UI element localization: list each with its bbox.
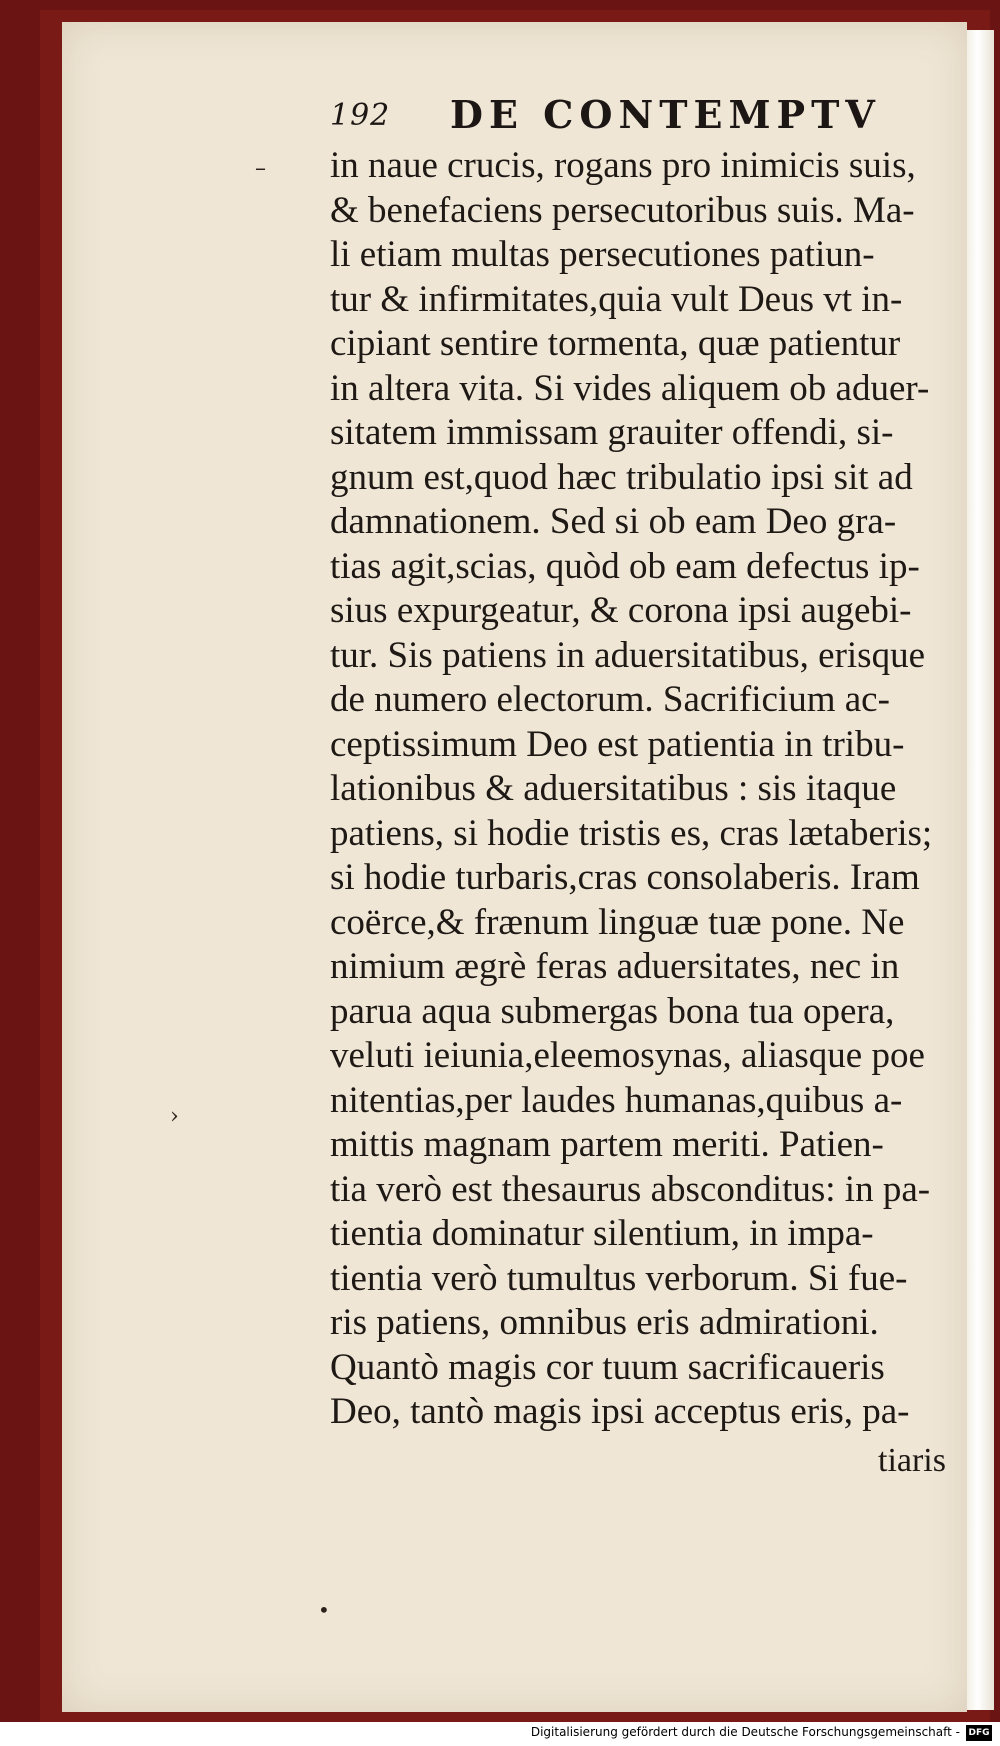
text-line: & benefaciens persecutoribus suis. Ma- <box>330 189 915 231</box>
margin-mark-tick: › <box>170 1104 179 1129</box>
footer-bar <box>0 1722 1000 1746</box>
text-line: tias agit,scias, quòd ob eam defectus ip- <box>330 545 920 587</box>
binding-edge <box>967 30 994 1710</box>
text-line: si hodie turbaris,cras consolaberis. Iram <box>330 857 920 898</box>
catchword: tiaris <box>878 1442 946 1479</box>
text-line: tia verò est thesaurus absconditus: in pa- <box>330 1168 931 1210</box>
text-line: Quantò magis cor tuum sacrificaueris <box>330 1346 885 1388</box>
text-line: sius expurgeatur, & corona ipsi augebi- <box>330 590 912 631</box>
text-line: coërce,& frænum linguæ tuæ pone. Ne <box>330 901 905 943</box>
ink-speck: • <box>318 1598 330 1622</box>
footer-credit: Digitalisierung gefördert durch die Deutsche Forschungsgemeinschaft - <box>530 1725 960 1739</box>
text-line: in naue crucis, rogans pro inimicis suis, <box>330 145 916 186</box>
text-line: tur & infirmitates,quia vult Deus vt in- <box>330 278 903 320</box>
text-line: gnum est,quod hæc tribulatio ipsi sit ad <box>330 456 913 498</box>
text-line: in altera vita. Si vides aliquem ob aduer- <box>330 367 930 409</box>
text-line: lationibus & aduersitatibus : sis itaque <box>330 768 897 809</box>
text-line: ris patiens, omnibus eris admirationi. <box>330 1302 879 1343</box>
text-line: de numero electorum. Sacrificium ac- <box>330 679 890 720</box>
text-line: patiens, si hodie tristis es, cras lætaberis; <box>330 812 933 854</box>
text-line: mittis magnam partem meriti. Patien- <box>330 1124 884 1165</box>
dfg-logo: DFG <box>966 1725 992 1741</box>
text-line: veluti ieiunia,eleemosynas, aliasque poe <box>330 1035 925 1076</box>
text-line: damnationem. Sed si ob eam Deo gra- <box>330 501 897 542</box>
text-line: cipiant sentire tormenta, quæ patientur <box>330 323 901 364</box>
text-line: parua aqua submergas bona tua opera, <box>330 990 895 1032</box>
text-line: nimium ægrè feras aduersitates, nec in <box>330 946 900 987</box>
text-line: tientia dominatur silentium, in impa- <box>330 1213 874 1254</box>
running-head <box>330 92 910 140</box>
text-line: Deo, tantò magis ipsi acceptus eris, pa- <box>330 1391 910 1432</box>
text-line: tur. Sis patiens in aduersitatibus, erisque <box>330 634 925 676</box>
text-line: tientia verò tumultus verborum. Si fue- <box>330 1257 908 1299</box>
text-line: ceptissimum Deo est patientia in tribu- <box>330 723 905 765</box>
body-text <box>330 144 960 1435</box>
page-number: 192 <box>330 98 391 133</box>
text-line: li etiam multas persecutiones patiun- <box>330 234 875 275</box>
text-line: sitatem immissam grauiter offendi, si- <box>330 412 894 453</box>
margin-mark-dash: – <box>255 156 266 181</box>
text-line: nitentias,per laudes humanas,quibus a- <box>330 1079 903 1121</box>
running-title: DE CONTEMPTV <box>450 92 881 137</box>
